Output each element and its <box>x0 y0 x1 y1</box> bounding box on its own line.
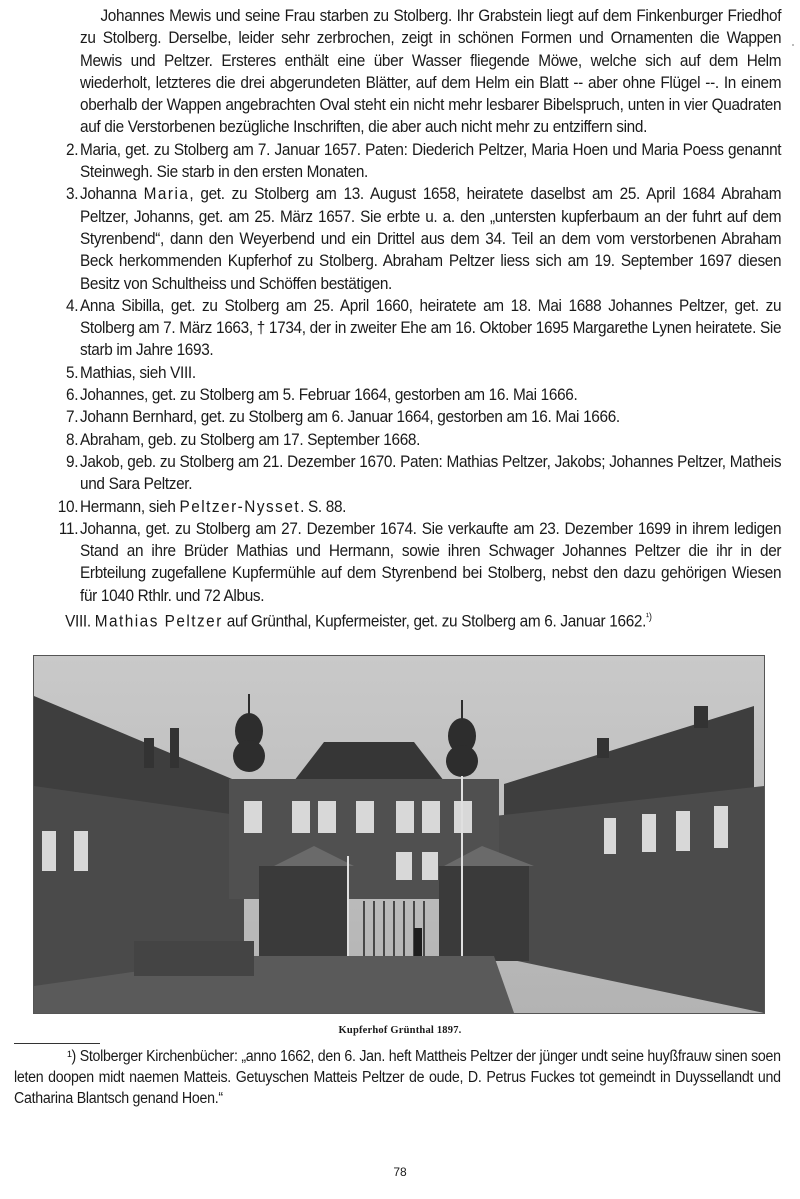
list-item-4 <box>65 295 782 362</box>
item-text: Johannes, get. zu Stolberg am 5. Februar 1664, gestorben am 16. Mai 1666. <box>80 386 578 405</box>
list-item-8 <box>65 429 781 451</box>
roman-numeral: VIII. <box>65 612 91 631</box>
list-item-3 <box>65 183 782 294</box>
chimney <box>170 728 179 768</box>
list-item-6 <box>65 384 781 406</box>
list-item-2 <box>65 139 782 184</box>
item-number: 7. <box>65 408 79 427</box>
scan-speck <box>792 44 794 46</box>
section-heading-viii <box>65 607 781 633</box>
item-text: Jakob, geb. zu Stolberg am 21. Dezember 1670. Paten: Mathias Peltzer, Jakobs; Johannes Peltzer, Matheis und Sara Peltzer. <box>80 452 782 494</box>
list-item-11 <box>58 518 782 607</box>
item-number: 4. <box>65 296 79 315</box>
footnote-text <box>14 1046 781 1109</box>
item-text: Johann Bernhard, get. zu Stolberg am 6. Januar 1664, gestorben am 16. Mai 1666. <box>80 408 620 427</box>
photo-illustration <box>34 656 764 1013</box>
ivy-left <box>259 866 349 966</box>
list-item-5 <box>65 362 781 384</box>
chimney <box>694 706 708 728</box>
chimney <box>597 738 609 758</box>
footnote-reference[interactable]: ¹) <box>646 612 652 624</box>
footnote-divider <box>14 1043 100 1044</box>
list-item-10 <box>57 496 781 518</box>
item-text-spaced: Peltzer-Nysset <box>179 497 301 516</box>
list-item-9 <box>65 451 782 496</box>
intro-paragraph: Johannes Mewis und seine Frau starben zu Stolberg. Ihr Grabstein liegt auf dem Finkenburger Friedhof zu Stolberg. Derselbe, leider sehr zerbrochen, zeigt in schönen Formen und Ornamenten die Wappen Mewis und Peltzer. Ersteres enthält eine über Wasser fliegende Möwe, welche sich auf dem Helm wiederholt, letzteres die drei abgerundeten Blätter, auf dem Helm ein Blatt -- aber ohne Flügel --. In einem oberhalb der Wappen angebrachten Oval steht ein nicht mehr lesbarer Bibelspruch, unten in vier Quadraten auf die Verstorbenen bezügliche Inschriften, die aber auch nicht mehr zu entziffern sind. <box>80 7 782 137</box>
figure-caption: Kupferhof Grünthal 1897. <box>338 1025 462 1036</box>
item-number: 8. <box>65 430 79 449</box>
item-text: Anna Sibilla, get. zu Stolberg am 25. April 1660, heiratete am 18. Mai 1688 Johannes Peltzer, get. zu Stolberg am 7. März 1663, † 1734, der in zweiter Ehe am 16. Oktober 1695 Margarethe Lynen heiratete. Sie starb im Jahre 1693. <box>80 296 782 360</box>
item-text-spaced: Maria <box>143 185 190 204</box>
item-number: 3. <box>65 185 79 204</box>
page-number: 78 <box>393 1165 407 1179</box>
body-text <box>57 5 782 633</box>
item-text: Mathias, sieh VIII. <box>80 363 196 382</box>
photograph-kupferhof <box>33 655 765 1014</box>
item-number: 6. <box>65 386 79 405</box>
onion-dome-left <box>233 740 265 772</box>
onion-dome-right <box>446 745 478 777</box>
footnote-body: Stolberger Kirchenbücher: „anno 1662, den 6. Jan. heft Mattheis Peltzer der jünger undt seine huyßfrauw sinen soen leten doopen midt naemen Matteis. Getuyschen Matteis Peltzer de oude, D. Petrus Fuckes tot gemeindt in Duyssellandt und Catharina Blantsch genand Hoen.“ <box>14 1048 781 1107</box>
item-number: 11. <box>58 519 79 538</box>
item-text: Johanna <box>80 185 144 204</box>
section-name: Mathias Peltzer <box>94 612 223 631</box>
section-text: auf Grünthal, Kupfermeister, get. zu Stolberg am 6. Januar 1662. <box>222 612 647 631</box>
item-text: Hermann, sieh <box>80 497 180 516</box>
item-text: . S. 88. <box>300 497 347 516</box>
list-item-7 <box>65 406 781 428</box>
footnote-marker: ¹) <box>67 1048 76 1065</box>
item-number: 2. <box>65 140 79 159</box>
item-text: Abraham, geb. zu Stolberg am 17. September 1668. <box>80 430 421 449</box>
ivy-right <box>439 866 529 961</box>
item-number: 9. <box>65 452 79 471</box>
item-text: Maria, get. zu Stolberg am 7. Januar 1657. Paten: Diederich Peltzer, Maria Hoen und Maria Poess genannt Steinwegh. Sie starb in den ersten Monaten. <box>80 140 782 182</box>
item-text: , get. zu Stolberg am 13. August 1658, heiratete daselbst am 25. April 1684 Abraham Peltzer, Johanns, get. am 25. März 1657. Sie erbte u. a. den „untersten kupferbaum an der fuhrt auf dem Styrenbend“, dann den Weyerbend und ein Drittel aus dem 34. Teil an dem vom verstorbenen Abraham Beck herkommenden Kupferhof zu Stolberg. Abraham Peltzer liess sich am 19. September 1697 diesen Besitz von Schultheiss und Schöffen bestätigen. <box>80 185 782 293</box>
item-number: 10. <box>57 497 79 516</box>
footnote <box>14 1046 781 1109</box>
shrubs <box>134 941 254 976</box>
item-text: Johanna, get. zu Stolberg am 27. Dezember 1674. Sie verkaufte am 23. Dezember 1699 in ihrem ledigen Stand an ihre Brüder Mathias und Hermann, sowie ihren Schwager Johannes Peltzer die ihr in der Erbteilung zugefallene Kupfermühle auf dem Styrenbend bei Stolberg, nebst den dazu gehörigen Wiesen für 1040 Rthlr. und 72 Albus. <box>80 519 782 605</box>
item-number: 5. <box>65 363 79 382</box>
chimney <box>144 738 154 768</box>
